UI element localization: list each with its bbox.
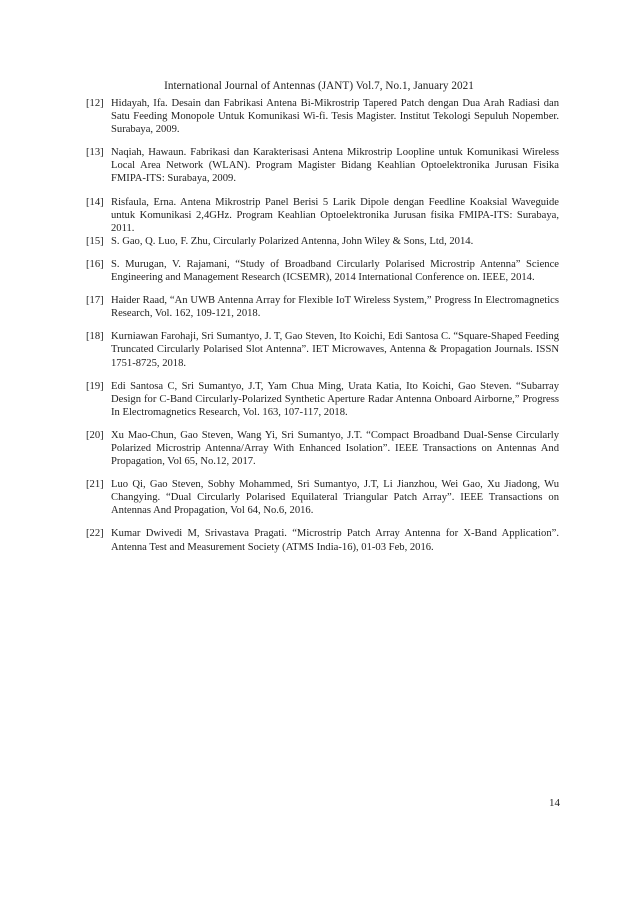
reference-text: Risfaula, Erna. Antena Mikrostrip Panel Berisi 5 Larik Dipole dengan Feedline Koaksial Waveguide untuk Komunikasi 2,4GHz. Program Keahlian Optoelektronika Jurusan fisika FMIPA-ITS: Surabaya, 2011. bbox=[111, 196, 559, 234]
reference-item bbox=[86, 294, 559, 320]
reference-text: Xu Mao-Chun, Gao Steven, Wang Yi, Sri Sumantyo, J.T. “Compact Broadband Dual-Sense Circularly Polarized Microstrip Antenna/Array With Enhanced Isolation”. IEEE Transactions on Antennas And Propagation, Vol 65, No.12, 2017. bbox=[111, 429, 559, 468]
reference-text: S. Murugan, V. Rajamani, “Study of Broadband Circularly Polarised Microstrip Antenna” Science Engineering and Management Research (ICSEMR), 2014 International Conference on. IEEE, 2014. bbox=[111, 258, 559, 284]
page-number: 14 bbox=[549, 797, 560, 809]
reference-item bbox=[86, 330, 559, 369]
reference-item bbox=[86, 429, 559, 468]
reference-text: Naqiah, Hawaun. Fabrikasi dan Karakterisasi Antena Mikrostrip Loopline untuk Komunikasi Wireless Local Area Network (WLAN). Program Magister Bidang Keahlian Optoelektronika Jurusan Fisika FMIPA-ITS: Surabaya, 2009. bbox=[111, 147, 559, 185]
reference-number: [13] bbox=[86, 147, 104, 159]
journal-header: International Journal of Antennas (JANT) Vol.7, No.1, January 2021 bbox=[164, 80, 474, 92]
reference-item bbox=[86, 146, 559, 185]
reference-item bbox=[86, 235, 559, 248]
reference-number: [12] bbox=[86, 98, 104, 109]
reference-item bbox=[86, 97, 559, 136]
reference-number: [15] bbox=[86, 235, 104, 247]
reference-number: [18] bbox=[86, 331, 104, 343]
reference-number: [21] bbox=[86, 479, 104, 491]
reference-number: [14] bbox=[86, 196, 104, 208]
reference-text: Luo Qi, Gao Steven, Sobhy Mohammed, Sri Sumantyo, J.T, Li Jianzhou, Wei Gao, Xu Jiadong, Wu Changying. “Dual Circularly Polarised Equilateral Triangular Patch Array”. IEEE Transactions on Antennas And Propagation, Vol 64, No.6, 2016. bbox=[111, 479, 559, 517]
reference-text: Hidayah, Ifa. Desain dan Fabrikasi Antena Bi-Mikrostrip Tapered Patch dengan Dua Arah Radiasi dan Satu Feeding Monopole Untuk Komunikasi Wi-fi. Tesis Magister. Institut Tekologi Sepuluh Nopember. Surabaya, 2009. bbox=[111, 98, 559, 136]
reference-number: [22] bbox=[86, 528, 104, 540]
reference-item bbox=[86, 380, 559, 419]
reference-number: [17] bbox=[86, 295, 104, 307]
reference-text: Edi Santosa C, Sri Sumantyo, J.T, Yam Chua Ming, Urata Katia, Ito Koichi, Gao Steven. “Subarray Design for C-Band Circularly-Polarized Synthetic Aperture Radar Antenna Onboard Airborne,” Progress In Electromagnetics Research, Vol. 163, 107-117, 2018. bbox=[111, 380, 559, 418]
reference-item bbox=[86, 196, 559, 235]
reference-number: [16] bbox=[86, 258, 104, 270]
reference-item bbox=[86, 478, 559, 517]
reference-number: [20] bbox=[86, 429, 104, 441]
reference-item bbox=[86, 527, 559, 553]
reference-item bbox=[86, 258, 559, 284]
reference-number: [19] bbox=[86, 380, 104, 392]
reference-text: Haider Raad, “An UWB Antenna Array for Flexible IoT Wireless System,” Progress In Electromagnetics Research, Vol. 162, 109-121, 2018. bbox=[111, 295, 559, 320]
reference-text: Kurniawan Farohaji, Sri Sumantyo, J. T, Gao Steven, Ito Koichi, Edi Santosa C. “Square-Shaped Feeding Truncated Circularly Polarised Slot Antenna”. IET Microwaves, Antenna & Propagation Journals. ISSN 1751-8725, 2018. bbox=[111, 331, 559, 369]
reference-text: Kumar Dwivedi M, Srivastava Pragati. “Microstrip Patch Array Antenna for X-Band Application”. Antenna Test and Measurement Society (ATMS India-16), 01-03 Feb, 2016. bbox=[111, 528, 559, 553]
reference-list bbox=[86, 97, 559, 554]
reference-text: S. Gao, Q. Luo, F. Zhu, Circularly Polarized Antenna, John Wiley & Sons, Ltd, 2014. bbox=[111, 235, 474, 247]
